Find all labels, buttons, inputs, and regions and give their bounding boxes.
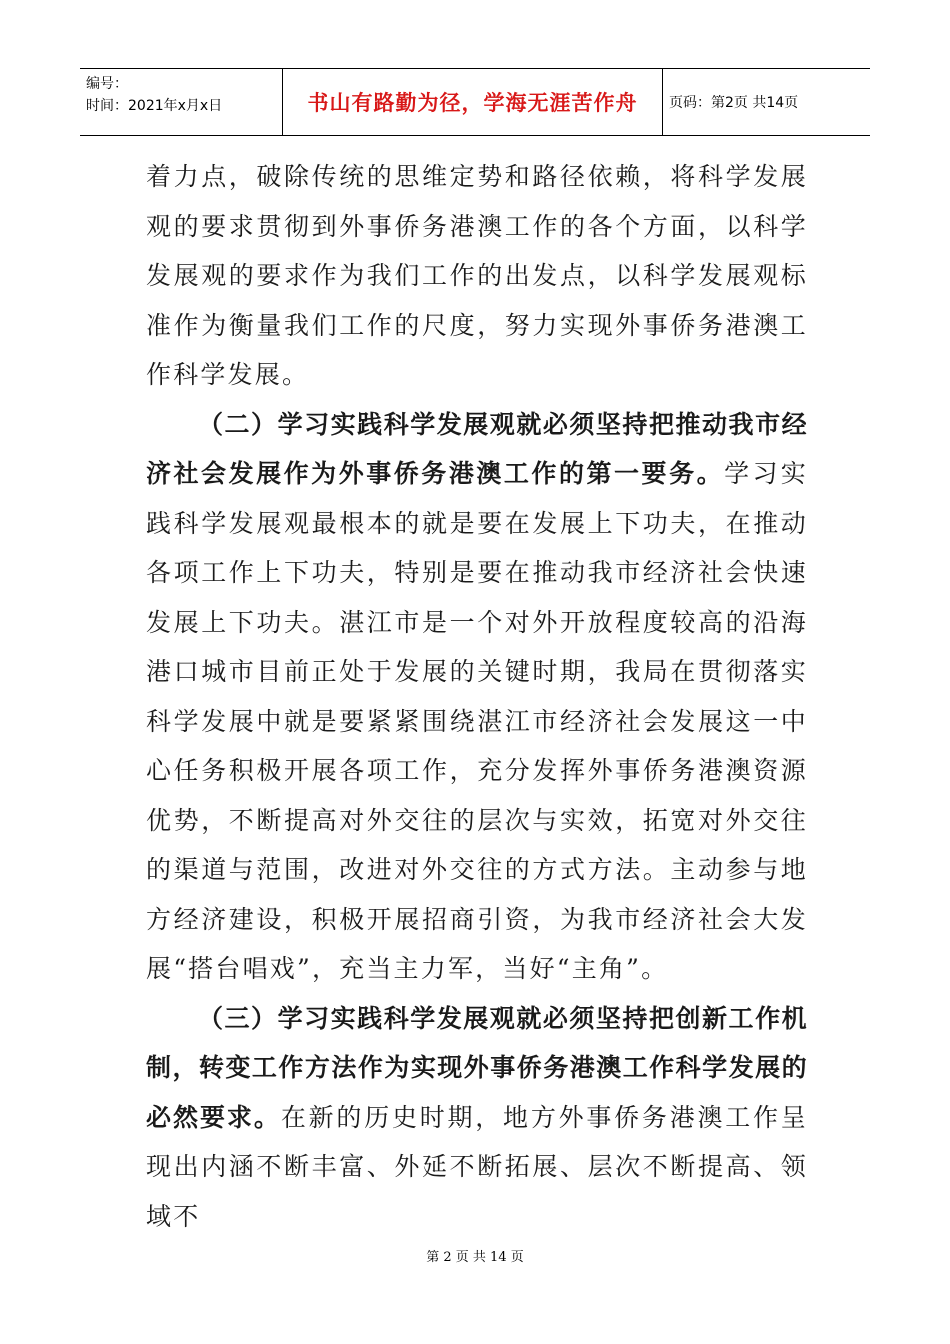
page-footer: 第 2 页 共 14 页	[426, 1250, 524, 1265]
header-meta	[80, 69, 283, 135]
paragraph-continuation: 着力点，破除传统的思维定势和路径依赖，将科学发展观的要求贯彻到外事侨务港澳工作的各个方面，以科学发展观的要求作为我们工作的出发点，以科学发展观标准作为衡量我们工作的尺度，努力实现外事侨务港澳工作科学发展。	[146, 162, 808, 389]
document-number-label: 编号：	[86, 76, 128, 92]
header-page-info: 页码：第2页 共14页	[669, 95, 799, 111]
section-3-heading: （三）学习实践科学发展观就必须坚持把创新工作机制，转变工作方法作为实现外事侨务港澳工作科学发展的必然要求。	[146, 1003, 808, 1132]
section-3-text: 在新的历史时期，地方外事侨务港澳工作呈现出内涵不断丰富、外延不断拓展、层次不断提高、领域不	[146, 1102, 808, 1231]
header-motto: 书山有路勤为径，学海无涯苦作舟	[283, 69, 663, 135]
section-2-text: 学习实践科学发展观最根本的就是要在发展上下功夫，在推动各项工作上下功夫，特别是要在推动我市经济社会快速发展上下功夫。湛江市是一个对外开放程度较高的沿海港口城市目前正处于发展的关键时期，我局在贯彻落实科学发展中就是要紧紧围绕湛江市经济社会发展这一中心任务积极开展各项工作，充分发挥外事侨务港澳资源优势，不断提高对外交往的层次与实效，拓宽对外交往的渠道与范围，改进对外交往的方式方法。主动参与地方经济建设，积极开展招商引资，为我市经济社会大发展“搭台唱戏”，充当主力军，当好“主角”。	[146, 459, 809, 983]
paragraph-section-2	[146, 400, 808, 994]
document-body	[146, 152, 808, 1241]
section-2-heading: （二）学习实践科学发展观就必须坚持把推动我市经济社会发展作为外事侨务港澳工作的第一要务。	[146, 409, 808, 488]
page-header	[80, 68, 870, 136]
document-time-label: 时间：2021年x月x日	[86, 98, 223, 114]
paragraph-section-3	[146, 994, 808, 1242]
